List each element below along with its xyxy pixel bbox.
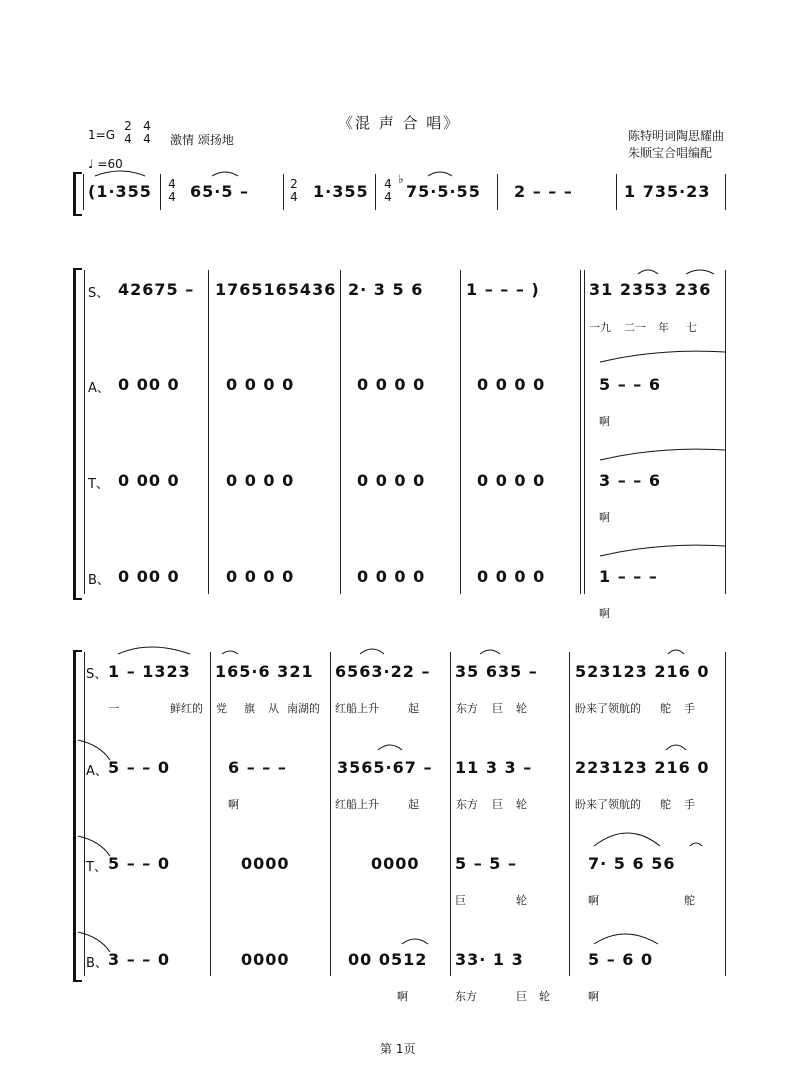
soprano-label: S、 — [88, 286, 110, 301]
double-barline — [584, 270, 585, 594]
s3-soprano-m3: 6563·22 – — [335, 662, 431, 681]
lyric: 巨 — [492, 702, 503, 715]
s3-soprano-m5: 523123 216 0 — [575, 662, 710, 681]
intro-left-barline — [83, 174, 84, 210]
expression-mark: 激情 颂扬地 — [170, 133, 234, 147]
s3-alto-m2: 6 – – – — [228, 758, 287, 777]
barline — [580, 270, 581, 594]
barline — [616, 174, 617, 210]
s2-alto-m4: 0 0 0 0 — [477, 375, 546, 394]
lyric: 一九 — [589, 321, 611, 334]
lyric: 轮 — [516, 702, 527, 715]
s2-tenor-m1: 0 00 0 — [118, 471, 180, 490]
barline — [340, 270, 341, 594]
lyric: 东方 — [456, 798, 478, 811]
s2-soprano-m2: 1765165436 — [215, 280, 337, 299]
barline — [210, 652, 211, 976]
lyric: 巨 — [455, 894, 466, 907]
s2-soprano-m1: 42675 – — [118, 280, 195, 299]
s2-tenor-m3: 0 0 0 0 — [357, 471, 426, 490]
s3-bass-m1: 3 – – 0 — [108, 950, 170, 969]
tenor-label: T、 — [88, 477, 109, 492]
page-number: 第 1页 — [380, 1042, 416, 1056]
s3-soprano-m1: 1 – 1323 — [108, 662, 191, 681]
lyric: 盼来了领航的 — [575, 798, 641, 811]
s3-tenor-m3: 0000 — [371, 854, 420, 873]
barline — [283, 174, 284, 210]
lyric: 手 — [684, 798, 695, 811]
score-title: 《混 声 合 唱》 — [338, 114, 461, 132]
s3-bass-m5: 5 – 6 0 — [588, 950, 654, 969]
intro-measure-1: (1·355 — [88, 182, 152, 201]
time-mark: 4 4 — [168, 177, 176, 204]
s3-tenor-m2: 0000 — [241, 854, 290, 873]
lyric: 啊 — [588, 990, 599, 1003]
s3-alto-m4: 11 3 3 – — [455, 758, 533, 777]
lyric: 年 — [658, 321, 669, 334]
s3-alto-m5: 223123 216 0 — [575, 758, 710, 777]
s3-tenor-m1: 5 – – 0 — [108, 854, 170, 873]
lyric: 七 — [686, 321, 697, 334]
s3-tenor-m5: 7· 5 6 56 — [588, 854, 676, 873]
intro-measure-5: 2 – – – — [514, 182, 573, 201]
lyric: 啊 — [599, 415, 610, 428]
s3-bass-m4: 33· 1 3 — [455, 950, 524, 969]
lyric: 轮 — [539, 990, 550, 1003]
lyric: 起 — [408, 702, 419, 715]
lyric: 啊 — [588, 894, 599, 907]
alto-label: A、 — [88, 381, 110, 396]
s2-alto-m1: 0 00 0 — [118, 375, 180, 394]
barline — [460, 270, 461, 594]
arranger-credit: 朱顺宝合唱编配 — [628, 146, 713, 160]
barline — [569, 652, 570, 976]
barline — [375, 174, 376, 210]
system2-bracket — [73, 268, 82, 600]
s2-tenor-m4: 0 0 0 0 — [477, 471, 546, 490]
intro-measure-4: 75·5·55 — [406, 182, 481, 201]
intro-measure-2: 65·5 – — [190, 182, 250, 201]
barline — [725, 652, 726, 976]
system3-left-barline — [84, 652, 85, 976]
intro-measure-6: 1 735·23 — [624, 182, 711, 201]
s2-tenor-m2: 0 0 0 0 — [226, 471, 295, 490]
s2-bass-m4: 0 0 0 0 — [477, 567, 546, 586]
barline — [450, 652, 451, 976]
lyric: 东方 — [455, 990, 477, 1003]
s2-bass-m3: 0 0 0 0 — [357, 567, 426, 586]
barline — [725, 174, 726, 210]
s3-bass-m3: 00 0512 — [348, 950, 428, 969]
lyric: 啊 — [599, 607, 610, 620]
bass-label: B、 — [86, 956, 108, 971]
lyric: 啊 — [228, 798, 239, 811]
flat-sign: ♭ — [398, 172, 404, 186]
tenor-label: T、 — [86, 860, 107, 875]
lyric: 从 — [268, 702, 279, 715]
lyric: 党 — [216, 702, 227, 715]
barline — [725, 270, 726, 594]
s3-soprano-m2: 165·6 321 — [215, 662, 314, 681]
time-signature-2-4: 2 4 — [124, 119, 132, 146]
barline — [160, 174, 161, 210]
s3-soprano-m4: 35 635 – — [455, 662, 538, 681]
lyric: 红船上升 — [335, 798, 379, 811]
lyric: 一 — [108, 702, 119, 715]
s3-bass-m2: 0000 — [241, 950, 290, 969]
time-signature-4-4: 4 4 — [143, 119, 151, 146]
s2-alto-m5: 5 – – 6 — [599, 375, 661, 394]
s2-alto-m2: 0 0 0 0 — [226, 375, 295, 394]
lyric: 轮 — [516, 798, 527, 811]
s2-tenor-m5: 3 – – 6 — [599, 471, 661, 490]
barline — [208, 270, 209, 594]
lyric: 啊 — [599, 511, 610, 524]
lyric: 盼来了领航的 — [575, 702, 641, 715]
s2-soprano-m4: 1 – – – ) — [466, 280, 540, 299]
lyric: 舵 — [660, 798, 671, 811]
composer-credit: 陈特明词陶思耀曲 — [628, 129, 725, 143]
tempo-mark: ♩ =60 — [88, 157, 123, 171]
time-mark: 2 4 — [290, 177, 298, 204]
s3-tenor-m4: 5 – 5 – — [455, 854, 517, 873]
barline — [497, 174, 498, 210]
lyric: 舵 — [660, 702, 671, 715]
lyric: 巨 — [492, 798, 503, 811]
s2-bass-m5: 1 – – – — [599, 567, 658, 586]
lyric: 东方 — [456, 702, 478, 715]
key-signature: 1=G — [88, 128, 115, 142]
s2-bass-m2: 0 0 0 0 — [226, 567, 295, 586]
lyric: 啊 — [397, 990, 408, 1003]
lyric: 南湖的 — [287, 702, 320, 715]
s2-alto-m3: 0 0 0 0 — [357, 375, 426, 394]
lyric: 舵 — [684, 894, 695, 907]
system2-left-barline — [84, 270, 85, 594]
lyric: 手 — [684, 702, 695, 715]
lyric: 起 — [408, 798, 419, 811]
lyric: 红船上升 — [335, 702, 379, 715]
s3-alto-m1: 5 – – 0 — [108, 758, 170, 777]
soprano-label: S、 — [86, 667, 108, 682]
lyric: 轮 — [516, 894, 527, 907]
lyric: 旗 — [244, 702, 255, 715]
lyric: 巨 — [516, 990, 527, 1003]
s2-bass-m1: 0 00 0 — [118, 567, 180, 586]
intro-bracket — [73, 172, 82, 216]
system3-bracket — [73, 650, 82, 982]
time-mark: 4 4 — [384, 177, 392, 204]
lyric: 鲜红的 — [170, 702, 203, 715]
lyric: 二一 — [624, 321, 646, 334]
barline — [330, 652, 331, 976]
s2-soprano-m5: 31 2353 236 — [589, 280, 712, 299]
s3-alto-m3: 3565·67 – — [337, 758, 433, 777]
bass-label: B、 — [88, 573, 110, 588]
intro-measure-3: 1·355 — [313, 182, 369, 201]
s2-soprano-m3: 2· 3 5 6 — [348, 280, 424, 299]
alto-label: A、 — [86, 764, 108, 779]
